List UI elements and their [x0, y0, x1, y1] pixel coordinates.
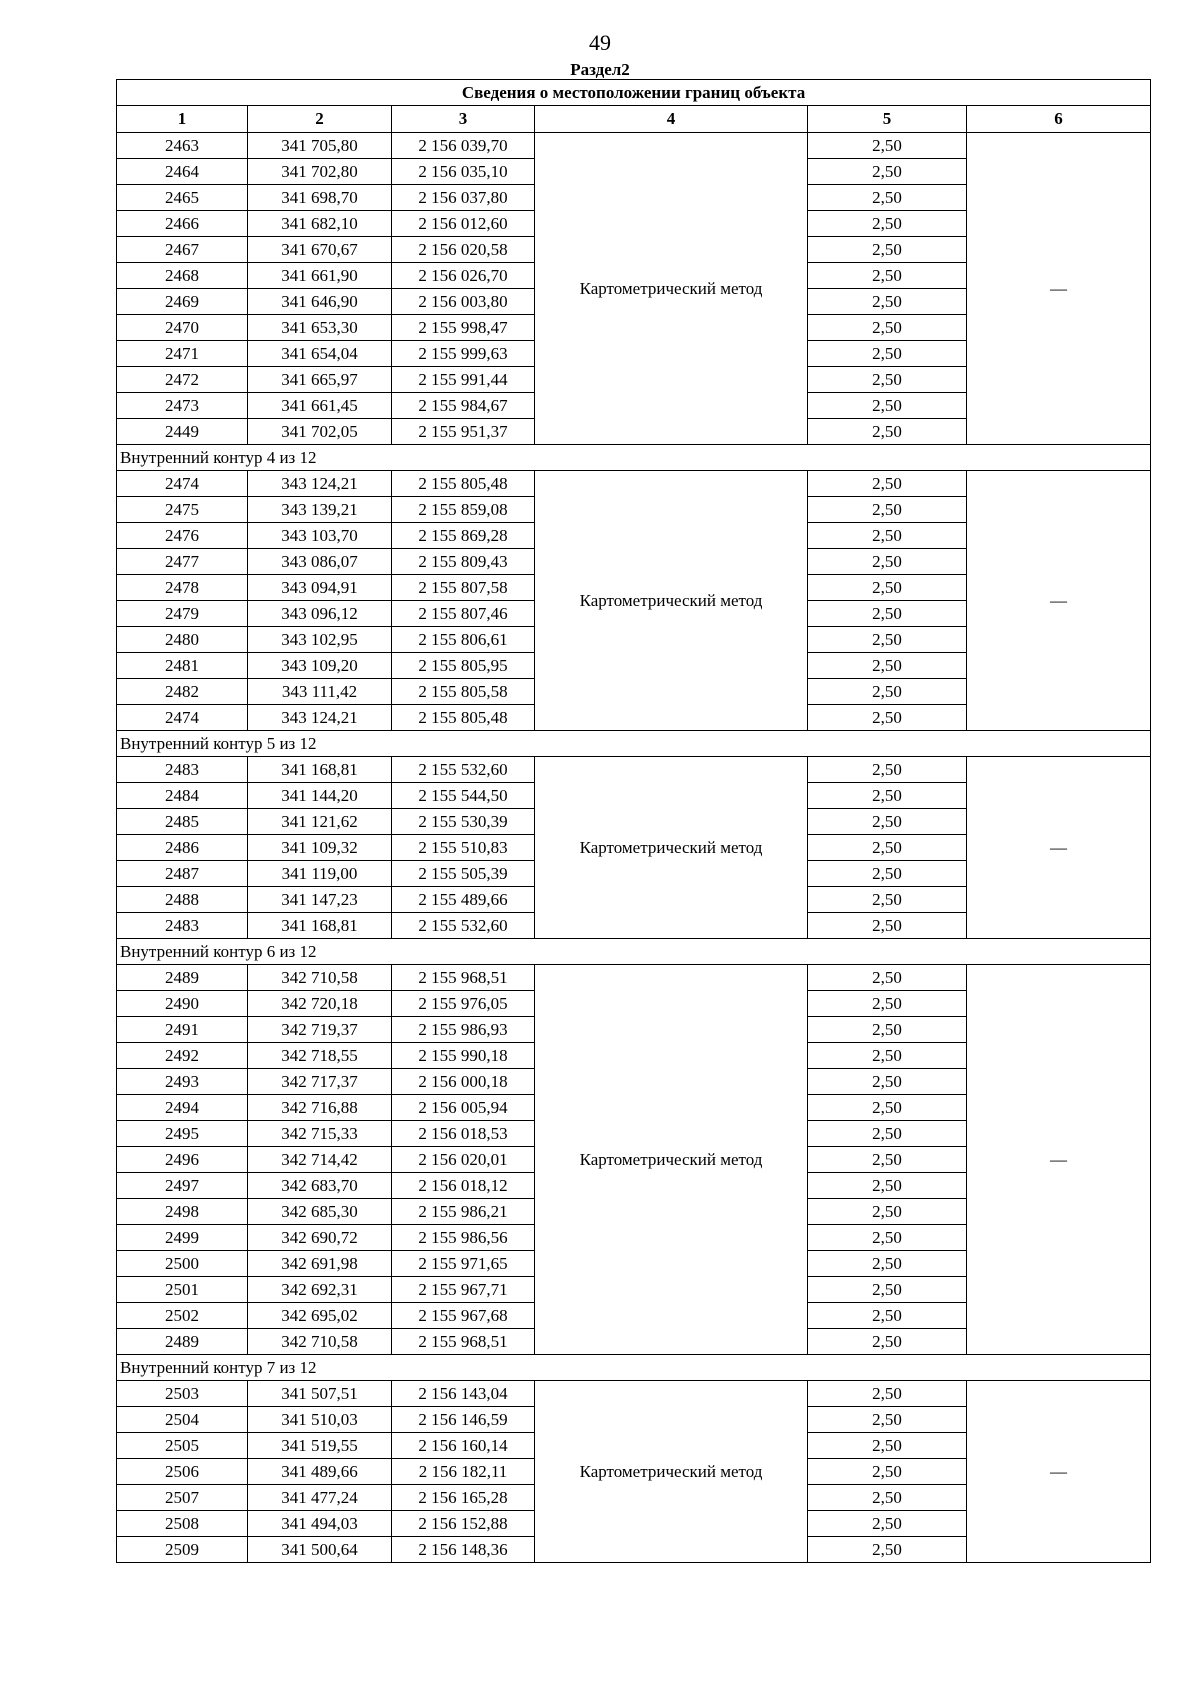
column-header-row [117, 106, 1151, 133]
accuracy-cell: 2,50 [808, 705, 967, 731]
accuracy-cell: 2,50 [808, 1199, 967, 1225]
table-row [117, 757, 1151, 783]
y-coordinate-cell: 2 155 968,51 [392, 1329, 535, 1355]
x-coordinate-cell: 342 714,42 [248, 1147, 392, 1173]
method-cell: Картометрический метод [535, 965, 808, 1355]
method-cell: Картометрический метод [535, 757, 808, 939]
y-coordinate-cell: 2 155 998,47 [392, 315, 535, 341]
y-coordinate-cell: 2 155 869,28 [392, 523, 535, 549]
accuracy-cell: 2,50 [808, 653, 967, 679]
point-number-cell: 2480 [117, 627, 248, 653]
method-cell: Картометрический метод [535, 471, 808, 731]
point-number-cell: 2475 [117, 497, 248, 523]
x-coordinate-cell: 342 690,72 [248, 1225, 392, 1251]
y-coordinate-cell: 2 155 986,21 [392, 1199, 535, 1225]
x-coordinate-cell: 342 717,37 [248, 1069, 392, 1095]
point-number-cell: 2496 [117, 1147, 248, 1173]
x-coordinate-cell: 342 718,55 [248, 1043, 392, 1069]
point-number-cell: 2503 [117, 1381, 248, 1407]
x-coordinate-cell: 341 698,70 [248, 185, 392, 211]
accuracy-cell: 2,50 [808, 1069, 967, 1095]
y-coordinate-cell: 2 156 143,04 [392, 1381, 535, 1407]
x-coordinate-cell: 341 682,10 [248, 211, 392, 237]
accuracy-cell: 2,50 [808, 315, 967, 341]
x-coordinate-cell: 341 507,51 [248, 1381, 392, 1407]
point-number-cell: 2507 [117, 1485, 248, 1511]
table-row [117, 471, 1151, 497]
contour-label: Внутренний контур 5 из 12 [117, 731, 1151, 757]
accuracy-cell: 2,50 [808, 237, 967, 263]
point-number-cell: 2489 [117, 1329, 248, 1355]
x-coordinate-cell: 341 489,66 [248, 1459, 392, 1485]
y-coordinate-cell: 2 155 967,71 [392, 1277, 535, 1303]
accuracy-cell: 2,50 [808, 1147, 967, 1173]
accuracy-cell: 2,50 [808, 679, 967, 705]
accuracy-cell: 2,50 [808, 133, 967, 159]
x-coordinate-cell: 341 510,03 [248, 1407, 392, 1433]
point-number-cell: 2501 [117, 1277, 248, 1303]
x-coordinate-cell: 341 477,24 [248, 1485, 392, 1511]
accuracy-cell: 2,50 [808, 471, 967, 497]
y-coordinate-cell: 2 155 544,50 [392, 783, 535, 809]
note-cell: — [967, 1381, 1151, 1563]
y-coordinate-cell: 2 156 020,58 [392, 237, 535, 263]
x-coordinate-cell: 342 710,58 [248, 1329, 392, 1355]
y-coordinate-cell: 2 155 530,39 [392, 809, 535, 835]
point-number-cell: 2478 [117, 575, 248, 601]
y-coordinate-cell: 2 155 532,60 [392, 913, 535, 939]
accuracy-cell: 2,50 [808, 1511, 967, 1537]
point-number-cell: 2505 [117, 1433, 248, 1459]
point-number-cell: 2468 [117, 263, 248, 289]
y-coordinate-cell: 2 156 037,80 [392, 185, 535, 211]
x-coordinate-cell: 341 147,23 [248, 887, 392, 913]
point-number-cell: 2476 [117, 523, 248, 549]
point-number-cell: 2483 [117, 913, 248, 939]
x-coordinate-cell: 343 103,70 [248, 523, 392, 549]
point-number-cell: 2497 [117, 1173, 248, 1199]
y-coordinate-cell: 2 156 003,80 [392, 289, 535, 315]
x-coordinate-cell: 341 500,64 [248, 1537, 392, 1563]
x-coordinate-cell: 342 719,37 [248, 1017, 392, 1043]
accuracy-cell: 2,50 [808, 1303, 967, 1329]
x-coordinate-cell: 341 494,03 [248, 1511, 392, 1537]
accuracy-cell: 2,50 [808, 861, 967, 887]
y-coordinate-cell: 2 156 035,10 [392, 159, 535, 185]
column-header-3: 3 [392, 106, 535, 133]
coordinates-table [116, 79, 1151, 1563]
point-number-cell: 2504 [117, 1407, 248, 1433]
y-coordinate-cell: 2 155 807,58 [392, 575, 535, 601]
x-coordinate-cell: 343 111,42 [248, 679, 392, 705]
point-number-cell: 2492 [117, 1043, 248, 1069]
x-coordinate-cell: 342 683,70 [248, 1173, 392, 1199]
point-number-cell: 2470 [117, 315, 248, 341]
y-coordinate-cell: 2 155 532,60 [392, 757, 535, 783]
contour-label: Внутренний контур 4 из 12 [117, 445, 1151, 471]
point-number-cell: 2502 [117, 1303, 248, 1329]
x-coordinate-cell: 342 716,88 [248, 1095, 392, 1121]
accuracy-cell: 2,50 [808, 575, 967, 601]
point-number-cell: 2486 [117, 835, 248, 861]
accuracy-cell: 2,50 [808, 289, 967, 315]
contour-header-row [117, 1355, 1151, 1381]
point-number-cell: 2495 [117, 1121, 248, 1147]
x-coordinate-cell: 341 665,97 [248, 367, 392, 393]
point-number-cell: 2477 [117, 549, 248, 575]
point-number-cell: 2493 [117, 1069, 248, 1095]
x-coordinate-cell: 342 720,18 [248, 991, 392, 1017]
table-row [117, 133, 1151, 159]
x-coordinate-cell: 342 695,02 [248, 1303, 392, 1329]
x-coordinate-cell: 342 710,58 [248, 965, 392, 991]
accuracy-cell: 2,50 [808, 1433, 967, 1459]
x-coordinate-cell: 342 715,33 [248, 1121, 392, 1147]
y-coordinate-cell: 2 155 510,83 [392, 835, 535, 861]
y-coordinate-cell: 2 155 951,37 [392, 419, 535, 445]
y-coordinate-cell: 2 155 990,18 [392, 1043, 535, 1069]
note-cell: — [967, 965, 1151, 1355]
point-number-cell: 2483 [117, 757, 248, 783]
y-coordinate-cell: 2 155 806,61 [392, 627, 535, 653]
x-coordinate-cell: 342 692,31 [248, 1277, 392, 1303]
point-number-cell: 2473 [117, 393, 248, 419]
section-title: Раздел2 [570, 60, 630, 79]
column-header-1: 1 [117, 106, 248, 133]
point-number-cell: 2465 [117, 185, 248, 211]
y-coordinate-cell: 2 156 018,12 [392, 1173, 535, 1199]
note-cell: — [967, 757, 1151, 939]
point-number-cell: 2464 [117, 159, 248, 185]
point-number-cell: 2485 [117, 809, 248, 835]
x-coordinate-cell: 341 653,30 [248, 315, 392, 341]
y-coordinate-cell: 2 155 805,48 [392, 705, 535, 731]
y-coordinate-cell: 2 155 968,51 [392, 965, 535, 991]
point-number-cell: 2489 [117, 965, 248, 991]
x-coordinate-cell: 341 168,81 [248, 757, 392, 783]
accuracy-cell: 2,50 [808, 1485, 967, 1511]
point-number-cell: 2508 [117, 1511, 248, 1537]
point-number-cell: 2449 [117, 419, 248, 445]
y-coordinate-cell: 2 155 805,95 [392, 653, 535, 679]
y-coordinate-cell: 2 155 807,46 [392, 601, 535, 627]
accuracy-cell: 2,50 [808, 991, 967, 1017]
x-coordinate-cell: 341 144,20 [248, 783, 392, 809]
column-header-4: 4 [535, 106, 808, 133]
contour-label: Внутренний контур 7 из 12 [117, 1355, 1151, 1381]
accuracy-cell: 2,50 [808, 1329, 967, 1355]
accuracy-cell: 2,50 [808, 159, 967, 185]
point-number-cell: 2500 [117, 1251, 248, 1277]
accuracy-cell: 2,50 [808, 1043, 967, 1069]
column-header-6: 6 [967, 106, 1151, 133]
accuracy-cell: 2,50 [808, 211, 967, 237]
x-coordinate-cell: 343 102,95 [248, 627, 392, 653]
point-number-cell: 2490 [117, 991, 248, 1017]
accuracy-cell: 2,50 [808, 367, 967, 393]
x-coordinate-cell: 343 096,12 [248, 601, 392, 627]
point-number-cell: 2482 [117, 679, 248, 705]
accuracy-cell: 2,50 [808, 523, 967, 549]
y-coordinate-cell: 2 155 859,08 [392, 497, 535, 523]
accuracy-cell: 2,50 [808, 1381, 967, 1407]
accuracy-cell: 2,50 [808, 1173, 967, 1199]
x-coordinate-cell: 341 661,90 [248, 263, 392, 289]
point-number-cell: 2481 [117, 653, 248, 679]
x-coordinate-cell: 343 086,07 [248, 549, 392, 575]
y-coordinate-cell: 2 155 999,63 [392, 341, 535, 367]
x-coordinate-cell: 341 705,80 [248, 133, 392, 159]
y-coordinate-cell: 2 155 805,48 [392, 471, 535, 497]
accuracy-cell: 2,50 [808, 1407, 967, 1433]
point-number-cell: 2467 [117, 237, 248, 263]
accuracy-cell: 2,50 [808, 809, 967, 835]
x-coordinate-cell: 342 685,30 [248, 1199, 392, 1225]
point-number-cell: 2484 [117, 783, 248, 809]
accuracy-cell: 2,50 [808, 835, 967, 861]
point-number-cell: 2472 [117, 367, 248, 393]
point-number-cell: 2499 [117, 1225, 248, 1251]
y-coordinate-cell: 2 156 018,53 [392, 1121, 535, 1147]
y-coordinate-cell: 2 155 809,43 [392, 549, 535, 575]
x-coordinate-cell: 343 124,21 [248, 471, 392, 497]
accuracy-cell: 2,50 [808, 1121, 967, 1147]
accuracy-cell: 2,50 [808, 965, 967, 991]
method-cell: Картометрический метод [535, 133, 808, 445]
accuracy-cell: 2,50 [808, 887, 967, 913]
y-coordinate-cell: 2 155 971,65 [392, 1251, 535, 1277]
y-coordinate-cell: 2 155 986,56 [392, 1225, 535, 1251]
y-coordinate-cell: 2 155 984,67 [392, 393, 535, 419]
y-coordinate-cell: 2 156 039,70 [392, 133, 535, 159]
point-number-cell: 2466 [117, 211, 248, 237]
y-coordinate-cell: 2 156 026,70 [392, 263, 535, 289]
contour-header-row [117, 731, 1151, 757]
point-number-cell: 2509 [117, 1537, 248, 1563]
contour-header-row [117, 445, 1151, 471]
accuracy-cell: 2,50 [808, 1017, 967, 1043]
table-row [117, 965, 1151, 991]
table-title-row [117, 80, 1151, 106]
accuracy-cell: 2,50 [808, 1225, 967, 1251]
x-coordinate-cell: 341 119,00 [248, 861, 392, 887]
accuracy-cell: 2,50 [808, 1095, 967, 1121]
y-coordinate-cell: 2 155 991,44 [392, 367, 535, 393]
y-coordinate-cell: 2 156 146,59 [392, 1407, 535, 1433]
accuracy-cell: 2,50 [808, 1459, 967, 1485]
x-coordinate-cell: 341 661,45 [248, 393, 392, 419]
y-coordinate-cell: 2 155 967,68 [392, 1303, 535, 1329]
note-cell: — [967, 133, 1151, 445]
point-number-cell: 2498 [117, 1199, 248, 1225]
x-coordinate-cell: 343 094,91 [248, 575, 392, 601]
y-coordinate-cell: 2 156 000,18 [392, 1069, 535, 1095]
y-coordinate-cell: 2 155 489,66 [392, 887, 535, 913]
x-coordinate-cell: 341 670,67 [248, 237, 392, 263]
accuracy-cell: 2,50 [808, 185, 967, 211]
y-coordinate-cell: 2 156 148,36 [392, 1537, 535, 1563]
x-coordinate-cell: 341 646,90 [248, 289, 392, 315]
page-number: 49 [589, 30, 611, 55]
accuracy-cell: 2,50 [808, 341, 967, 367]
accuracy-cell: 2,50 [808, 393, 967, 419]
column-header-5: 5 [808, 106, 967, 133]
accuracy-cell: 2,50 [808, 783, 967, 809]
x-coordinate-cell: 341 519,55 [248, 1433, 392, 1459]
contour-header-row [117, 939, 1151, 965]
y-coordinate-cell: 2 156 012,60 [392, 211, 535, 237]
accuracy-cell: 2,50 [808, 601, 967, 627]
x-coordinate-cell: 341 121,62 [248, 809, 392, 835]
table-body [117, 133, 1151, 1563]
x-coordinate-cell: 341 702,05 [248, 419, 392, 445]
y-coordinate-cell: 2 156 020,01 [392, 1147, 535, 1173]
point-number-cell: 2469 [117, 289, 248, 315]
point-number-cell: 2463 [117, 133, 248, 159]
y-coordinate-cell: 2 155 505,39 [392, 861, 535, 887]
point-number-cell: 2474 [117, 705, 248, 731]
x-coordinate-cell: 343 139,21 [248, 497, 392, 523]
y-coordinate-cell: 2 155 986,93 [392, 1017, 535, 1043]
x-coordinate-cell: 343 124,21 [248, 705, 392, 731]
note-cell: — [967, 471, 1151, 731]
method-cell: Картометрический метод [535, 1381, 808, 1563]
accuracy-cell: 2,50 [808, 913, 967, 939]
y-coordinate-cell: 2 155 976,05 [392, 991, 535, 1017]
accuracy-cell: 2,50 [808, 1277, 967, 1303]
accuracy-cell: 2,50 [808, 419, 967, 445]
x-coordinate-cell: 341 654,04 [248, 341, 392, 367]
y-coordinate-cell: 2 156 160,14 [392, 1433, 535, 1459]
x-coordinate-cell: 341 109,32 [248, 835, 392, 861]
accuracy-cell: 2,50 [808, 1537, 967, 1563]
point-number-cell: 2487 [117, 861, 248, 887]
point-number-cell: 2488 [117, 887, 248, 913]
accuracy-cell: 2,50 [808, 549, 967, 575]
y-coordinate-cell: 2 156 152,88 [392, 1511, 535, 1537]
y-coordinate-cell: 2 156 182,11 [392, 1459, 535, 1485]
point-number-cell: 2471 [117, 341, 248, 367]
table-title: Сведения о местоположении границ объекта [117, 80, 1151, 106]
accuracy-cell: 2,50 [808, 757, 967, 783]
y-coordinate-cell: 2 155 805,58 [392, 679, 535, 705]
point-number-cell: 2479 [117, 601, 248, 627]
x-coordinate-cell: 343 109,20 [248, 653, 392, 679]
x-coordinate-cell: 341 168,81 [248, 913, 392, 939]
x-coordinate-cell: 342 691,98 [248, 1251, 392, 1277]
accuracy-cell: 2,50 [808, 627, 967, 653]
accuracy-cell: 2,50 [808, 1251, 967, 1277]
column-header-2: 2 [248, 106, 392, 133]
x-coordinate-cell: 341 702,80 [248, 159, 392, 185]
accuracy-cell: 2,50 [808, 263, 967, 289]
table-row [117, 1381, 1151, 1407]
point-number-cell: 2506 [117, 1459, 248, 1485]
y-coordinate-cell: 2 156 005,94 [392, 1095, 535, 1121]
point-number-cell: 2491 [117, 1017, 248, 1043]
y-coordinate-cell: 2 156 165,28 [392, 1485, 535, 1511]
point-number-cell: 2474 [117, 471, 248, 497]
point-number-cell: 2494 [117, 1095, 248, 1121]
accuracy-cell: 2,50 [808, 497, 967, 523]
contour-label: Внутренний контур 6 из 12 [117, 939, 1151, 965]
